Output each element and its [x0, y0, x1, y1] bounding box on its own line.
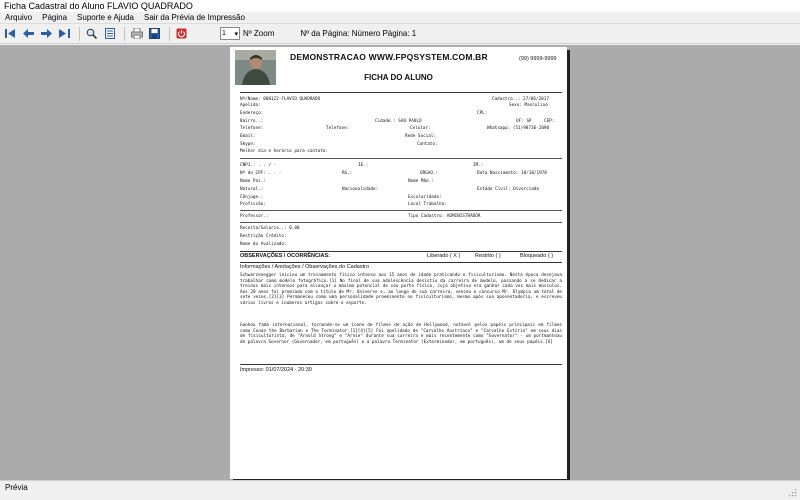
divider [240, 158, 562, 159]
field-cep: CEP: [544, 119, 555, 124]
field-celular: Celular: [410, 126, 431, 131]
status-liberado: Liberado ( X ) [427, 253, 461, 259]
divider [240, 210, 562, 211]
field-melhor-dia: Melhor dia e horário para contato: [240, 149, 328, 154]
zoom-select[interactable] [220, 27, 240, 40]
divider [240, 92, 562, 93]
field-nacionalidade: Nacionalidade: [342, 187, 379, 192]
page-number-label: Nº da Página: Número Página: 1 [300, 29, 417, 38]
field-cpl: CPL: [477, 111, 488, 116]
print-icon[interactable] [129, 26, 144, 41]
preview-viewport[interactable] [0, 45, 800, 480]
divider [240, 262, 562, 263]
toolbar-separator [124, 27, 125, 41]
menu-pagina[interactable]: Página [42, 13, 68, 22]
field-tipo-cadastro: Tipo Cadastro: ADMINISTRADOR [408, 214, 481, 219]
previous-page-icon[interactable] [21, 26, 36, 41]
observations-title: OBSERVAÇÕES / OCORRÊNCIAS: [240, 253, 330, 259]
divider [240, 251, 562, 252]
info-paragraph-1: Schwarzenegger iniciou um treinamento físico intenso aos 15 anos de idade praticando o fisiculturismo. Nesta época desejava trabalhar como modelo fotográfico.[1] No final de sua adolescência desistiu da carreira de modelo, passando a se dedicar a treinos mais intensos para alcançar o máximo potencial de seu porte físico, cujo objetivo era ganhar cada vez mais músculos. Aos 20 anos foi premiado com o título de Mr. Universe e, ao longo de sua carreira, venceu o concurso Mr. Olympia um total de sete vezes.[2][3] Permaneceu como uma personalidade proeminente no fisiculturismo, mesmo após sua aposentadoria, e escreveu vários livros e inúmeros artigos sobre o esporte. [240, 273, 562, 306]
field-sexo: Sexo: Masculino [509, 103, 548, 108]
field-cpf: Nº do CPF: . . - [240, 171, 282, 176]
field-restricao: Restrição Crédito: [240, 234, 287, 239]
printed-timestamp: Impresso: 01/07/2024 - 20:30 [240, 367, 312, 373]
exit-icon[interactable] [174, 26, 189, 41]
zoom-value: 1 [222, 30, 226, 37]
field-nome-mae: Nome Mãe.: [408, 179, 434, 184]
field-ie: IE.: [358, 163, 369, 168]
page-view-icon[interactable] [102, 26, 117, 41]
divider [240, 222, 562, 223]
field-data-nascimento: Data Nascimento: 10/10/1978 [477, 171, 547, 176]
field-avalizado: Nome do Avalizado: [240, 242, 287, 247]
field-nome: Nº/Nome: 000122-FLAVIO QUADRADO [240, 97, 321, 102]
toolbar-separator [169, 27, 170, 41]
window-title: Ficha Cadastral do Aluno FLAVIO QUADRADO [0, 0, 800, 12]
info-title: Informações / Anotações / Observações do Cadastro [240, 264, 370, 270]
field-rg: RG.: [342, 171, 353, 176]
field-apelido: Apelido: [240, 103, 261, 108]
report-title: FICHA DO ALUNO [364, 73, 433, 82]
menu-arquivo[interactable]: Arquivo [5, 13, 33, 22]
field-conjuge: Cônjuge.: [240, 195, 264, 200]
status-text: Prévia [5, 483, 28, 492]
field-profissao: Profissão: [240, 202, 266, 207]
field-endereco: Endereço: [240, 111, 264, 116]
zoom-icon[interactable] [84, 26, 99, 41]
field-uf: UF: SP [516, 119, 532, 124]
field-cnpj: CNPJ.: . . / - [240, 163, 277, 168]
field-telefone2: Telefone: [326, 126, 350, 131]
field-rede-social: Rede Social: [405, 134, 437, 139]
field-telefone1: Telefone: [240, 126, 264, 131]
info-paragraph-2: Ganhou fama internacional, tornando-se um ícone de filmes de ação de Hollywood, notável pelos papéis principais em filmes como Conan the Barbarian e The Terminator.[1][4][5] Foi apelidado de "Carvalho Austríaco" e "Carvalho Estírio" em seus dias de fisiculturista, de "Arnold Strong" e "Arnie" durante sua carreira e mais recentemente como "Governator" - um portmanteau de palavra Governor (Governador, em português) e a palavra Terminator (Exterminador, em português), um de seus papéis.[6] [240, 323, 562, 345]
field-estado-civil: Estado Civil: Divorciado [477, 187, 540, 192]
field-orgao: ORGAO.: [420, 171, 439, 176]
status-bar [0, 480, 800, 500]
report-page [230, 47, 567, 479]
field-nome-pai: Nome Pai.: [240, 179, 266, 184]
divider [240, 364, 562, 365]
field-escolaridade: Escolaridade: [408, 195, 442, 200]
save-icon[interactable] [147, 26, 162, 41]
field-whatsapp: Whatsapp: (51)98736-2090 [487, 126, 550, 131]
toolbar [0, 24, 800, 44]
field-im: IM.: [473, 163, 484, 168]
chevron-down-icon: ▾ [234, 30, 238, 38]
field-professor: Professor.: [240, 214, 269, 219]
menu-bar [0, 12, 800, 24]
field-contato: Contato: [417, 142, 438, 147]
field-cadastro: Cadastro..: 27/06/2017 [492, 97, 549, 102]
field-receita: Receita/Salario..: 0.00 [240, 226, 300, 231]
status-restrito: Restrito ( ) [475, 253, 501, 259]
status-bloqueado: Bloqueado ( ) [520, 253, 554, 259]
company-phone: (99) 9999-9999 [519, 56, 557, 62]
next-page-icon[interactable] [39, 26, 54, 41]
field-skype: Skype: [240, 142, 256, 147]
menu-suporte-ajuda[interactable]: Suporte e Ajuda [77, 13, 134, 22]
field-cidade: Cidade.: SAO PAULO [375, 119, 422, 124]
company-name: DEMONSTRACAO WWW.FPQSYSTEM.COM.BR [290, 52, 488, 62]
field-natural: Natural.: [240, 187, 264, 192]
field-email: Email: [240, 134, 256, 139]
toolbar-separator [79, 27, 80, 41]
menu-sair-previa[interactable]: Sair da Prévia de Impressão [143, 13, 245, 22]
resize-grip-icon[interactable] [789, 489, 797, 497]
field-local-trabalho: Local Trabalho: [408, 202, 447, 207]
zoom-label: Nº Zoom [243, 29, 275, 38]
field-bairro: Bairro..: [240, 119, 264, 124]
last-page-icon[interactable] [57, 26, 72, 41]
first-page-icon[interactable] [3, 26, 18, 41]
